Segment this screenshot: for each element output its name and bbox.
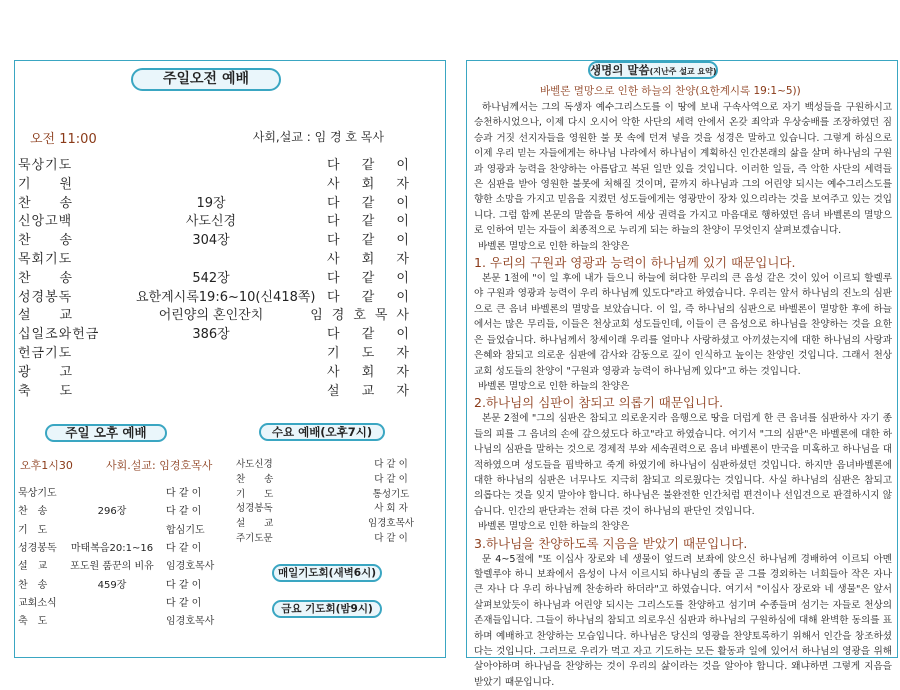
wednesday-service-title: 수요 예배(오후7시) bbox=[259, 423, 385, 441]
order-by: 설 교 자 bbox=[327, 383, 418, 399]
order-item: 찬 송 bbox=[18, 195, 74, 211]
order-row bbox=[18, 248, 418, 267]
order-row bbox=[236, 471, 426, 486]
order-item: 찬 송 bbox=[18, 233, 74, 249]
order-by: 다 같 이 bbox=[166, 597, 202, 609]
order-item: 찬 송 bbox=[18, 506, 48, 518]
sermon-intro: 하나님께서는 그의 독생자 예수그리스도를 이 땅에 보내 구속사역으로 자기 백성들을 구원하시고 승천하시었으나, 이제 다시 오시어 악한 사단의 세력 안에서 온갖 죄악과 우상숭배를 조장하였던 짐승과 거짓 선지자들을 영원한 불 못 속에 던져 넣을 것을 성경은 말하고 있습니다. 그렇게 하심으로 이제 우리 믿는 자들에게는 하나님 나라에서 하나님이 계획하신 인간본래의 삶을 살며 하나님의 구원과 영광과 능력을 찬양하는 아름답고 복된 일만 있을 것입니다. 이러한 일들, 즉 악한 사단의 세력들은 심판을 받아 영원한 불못에 처해질 것이며, 끝까지 하나님과 그의 어린양 되시는 예수그리스도를 향한 소망을 가지고 믿음을 지켰던 성도들에게는 영광만이 장차 있으리라는 것을 보여주고 있는 것입니다. 그럼 함께 본문의 말씀을 통하여 세상 권력을 가지고 마음대로 행하였던 음녀 바벨론의 멸망으로 인하여 믿는 자들이 최종적으로 누리게 되는 하늘의 찬양이 무엇인지 살펴보겠습니다. bbox=[474, 102, 892, 237]
morning-service-time: 오전 11:00 bbox=[30, 132, 97, 147]
order-by: 사 회 자 bbox=[327, 252, 418, 267]
sermon-point-3: 3.하나님을 찬양하도록 지음을 받았기 때문입니다. bbox=[474, 535, 748, 551]
morning-service-leader: 사회,설교 : 임 경 호 목사 bbox=[252, 130, 384, 144]
order-by: 다 같 이 bbox=[166, 506, 202, 518]
order-row bbox=[18, 557, 240, 575]
order-row bbox=[18, 304, 418, 323]
order-by: 다 같 이 bbox=[327, 289, 418, 305]
order-detail: 19장 bbox=[196, 195, 226, 211]
order-item: 설 교 bbox=[236, 518, 274, 530]
order-item: 목회기도 bbox=[18, 252, 73, 267]
order-by: 기 도 자 bbox=[327, 346, 418, 361]
order-detail: 459장 bbox=[97, 579, 127, 591]
sermon-point-1: 1. 우리의 구원과 영광과 능력이 하나님께 있기 때문입니다. bbox=[474, 255, 796, 271]
order-by: 통성기도 bbox=[372, 488, 410, 500]
order-by: 임경호목사 bbox=[166, 616, 215, 628]
order-item: 묵상기도 bbox=[18, 158, 73, 173]
order-row bbox=[236, 500, 426, 515]
sermon-lead-1: 바벨론 멸망으로 인한 하늘의 찬양은 bbox=[478, 240, 630, 252]
order-row bbox=[236, 515, 426, 530]
dawn-prayer-badge: 매일기도회(새벽6시) bbox=[272, 564, 382, 582]
order-detail: 마태복음20:1~16 bbox=[70, 542, 154, 554]
order-item: 축 도 bbox=[18, 383, 74, 399]
order-item: 설 교 bbox=[18, 308, 74, 324]
order-by: 다 같 이 bbox=[374, 533, 408, 544]
order-by: 사 회 자 bbox=[327, 176, 418, 192]
order-item: 사도신경 bbox=[236, 459, 273, 470]
order-by: 다 같 이 bbox=[327, 270, 418, 286]
order-item: 신앙고백 bbox=[18, 214, 73, 230]
order-item: 기 도 bbox=[236, 488, 274, 500]
sermon-body-3: 문 4~5절에 "또 이십사 장로와 네 생물이 엎드려 보좌에 앉으신 하나님께 경배하여 이르되 아멘 할렐루야 하니 보좌에서 음성이 나서 이르시되 하나님의 종들 곧 그를 경외하는 너희들아 작은 자나 큰 자나 다 우리 하나님께 찬송하라 하더라"고 하였습니다. 여기서 "이십사 장로와 네 생물"은 앞서 살펴보았듯이 하나님과 어린양 되시는 그리스도를 찬양하고 섬기며 수종들며 섬기는 자들로 천상의 존재들입니다. 그들이 하나님의 참되고 의로우신 심판과 하나님의 구원하심에 대해 완벽한 동의를 표하며 예배하고 찬양하는 모습입니다. 하나님은 당신의 영광을 찬양토록하기 위해서 인간을 창조하셨다는 것입니다. 그러므로 우리가 먹고 자고 기도하는 모든 활동과 일에 있어서 하나님의 영광을 위해 살아야하며 하나님을 찬양하는 것이 우리의 삶이라는 것을 알아야 합니다. 왜냐하면 그렇게 지음을 받았기 때문입니다. bbox=[474, 553, 892, 688]
order-by: 합심기도 bbox=[166, 524, 205, 536]
order-row bbox=[18, 267, 418, 286]
order-item: 주기도문 bbox=[236, 533, 273, 544]
order-detail: 사도신경 bbox=[185, 214, 237, 230]
order-item: 기 도 bbox=[18, 524, 48, 536]
afternoon-service-title: 주일 오후 예배 bbox=[45, 424, 167, 442]
sermon-point-2: 2.하나님의 심판이 참되고 의롭기 때문입니다. bbox=[474, 395, 724, 411]
order-item: 성경봉독 bbox=[18, 289, 73, 305]
order-item: 기 원 bbox=[18, 176, 74, 192]
order-item: 묵상기도 bbox=[18, 488, 57, 499]
order-by: 사 회 자 bbox=[327, 364, 418, 380]
sermon-text bbox=[474, 100, 892, 690]
order-item: 설 교 bbox=[18, 561, 48, 573]
order-by: 다 같 이 bbox=[374, 459, 408, 470]
order-item: 헌금기도 bbox=[18, 346, 73, 361]
order-item: 십일조와헌금 bbox=[18, 327, 100, 343]
order-item: 성경봉독 bbox=[18, 542, 57, 554]
order-row bbox=[18, 154, 418, 173]
order-by: 다 같 이 bbox=[166, 579, 202, 591]
order-row bbox=[18, 342, 418, 361]
order-by: 다 같 이 bbox=[327, 214, 418, 230]
order-row bbox=[18, 173, 418, 192]
order-row bbox=[18, 192, 418, 211]
order-item: 교회소식 bbox=[18, 597, 57, 609]
order-by: 다 같 이 bbox=[327, 327, 418, 343]
order-row bbox=[18, 323, 418, 342]
sermon-subtitle: 바벨론 멸망으로 인한 하늘의 찬양(요한계시록 19:1~5)) bbox=[540, 85, 801, 97]
sermon-body-2: 본문 2절에 "그의 심판은 참되고 의로운지라 음행으로 땅을 더럽게 한 큰 음녀를 심판하사 자기 종들의 피를 그 음녀의 손에 갚으셨도다 하고"라고 하였습니다. 여기서 "그의 심판"은 바벨론에 대한 하나님의 심판을 말하는 것으로 경제적 부와 세속권력으로 음녀 바벨론이 만국을 미혹하고 하나님을 대적하였으며 성도들을 핍박하고 죽게 하였기에 하나님이 심판하셨던 것입니다. 하지만 음녀바벨론에 대한 하나님의 심판은 너무나도 지극히 참되고 의로웠다는 것입니다. 사실 하나님의 심판은 참되고 의롭다는 것을 잊지 말아야 합니다. 하나님은 불완전한 인간처럼 편견이나 선입견으로 판결하시지 않습니다. 인간의 판단과는 전혀 다른 것이 하나님의 판단인 것입니다. bbox=[474, 413, 892, 517]
sermon-heading-sub: (지난주 설교 요약) bbox=[649, 67, 717, 76]
order-item: 광 고 bbox=[18, 364, 74, 380]
order-by: 임경호목사 bbox=[166, 561, 215, 573]
order-row bbox=[236, 530, 426, 545]
order-row bbox=[18, 380, 418, 399]
order-detail: 포도원 품꾼의 비유 bbox=[70, 561, 154, 573]
order-row bbox=[18, 576, 240, 594]
sermon-body-1: 본문 1절에 "이 일 후에 내가 들으니 하늘에 허다한 무리의 큰 음성 같은 것이 있어 이르되 할렐루야 구원과 영광과 능력이 우리 하나님께 있도다"라고 하였습니다. 우리는 앞서 하나님의 진노의 심판으로 큰 음녀 바벨론의 멸망을 보았습니다. 이 일, 즉 하나님의 심판으로 바벨론이 멸망한 후에 하늘에서는 많은 무리들, 이들은 천상교회 성도들인데, 이들이 큰 음성으로 하나님을 찬양하는 것을 요한은 들었습니다. 하나님께서 창세이래 우리를 얼마나 사랑하셨고 아끼셨는지에 대한 하나님의 사랑과 은혜와 참되고 의로운 심판에 감사와 감동으로 깊이 인식하고 높이는 찬양인 것입니다. 그래서 천상교회 성도들의 찬양이 "구원과 영광과 능력이 하나님께 있다"고 하는 것입니다. bbox=[474, 273, 892, 377]
order-by: 임경호목사 bbox=[310, 308, 418, 324]
order-row bbox=[18, 210, 418, 229]
order-by: 다 같 이 bbox=[327, 233, 418, 249]
order-row bbox=[18, 539, 240, 557]
order-row bbox=[18, 521, 240, 539]
order-row bbox=[18, 502, 240, 520]
sermon-lead-2: 바벨론 멸망으로 인한 하늘의 찬양은 bbox=[478, 380, 630, 392]
order-item: 찬 송 bbox=[18, 270, 74, 286]
order-detail: 386장 bbox=[192, 327, 230, 343]
order-row bbox=[236, 456, 426, 471]
order-row bbox=[18, 361, 418, 380]
order-detail: 542장 bbox=[192, 270, 230, 286]
afternoon-service-time: 오후1시30 bbox=[20, 459, 73, 472]
order-detail: 304장 bbox=[192, 233, 230, 249]
order-by: 다 같 이 bbox=[374, 473, 408, 485]
order-item: 성경봉독 bbox=[236, 503, 273, 515]
order-by: 임경호목사 bbox=[368, 518, 414, 530]
sermon-heading bbox=[588, 61, 718, 79]
order-row bbox=[18, 612, 240, 630]
order-item: 찬 송 bbox=[18, 579, 48, 591]
morning-service-title: 주일오전 예배 bbox=[131, 68, 281, 91]
order-detail: 어린양의 혼인잔치 bbox=[158, 308, 264, 324]
sermon-heading-main: 생명의 말씀 bbox=[590, 63, 650, 77]
order-by: 다 같 이 bbox=[327, 158, 418, 173]
sermon-lead-3: 바벨론 멸망으로 인한 하늘의 찬양은 bbox=[478, 521, 630, 533]
order-item: 찬 송 bbox=[236, 473, 274, 485]
order-by: 다 같 이 bbox=[166, 488, 202, 499]
order-detail: 요한계시록19:6~10(신418쪽) bbox=[136, 289, 316, 305]
order-row bbox=[18, 286, 418, 305]
order-row bbox=[236, 486, 426, 501]
order-by: 사 회 자 bbox=[374, 503, 408, 515]
order-item: 축 도 bbox=[18, 616, 48, 628]
afternoon-service-leader: 사회.설교: 임경호목사 bbox=[106, 459, 213, 472]
order-row bbox=[18, 594, 240, 612]
order-detail: 296장 bbox=[97, 506, 127, 518]
friday-prayer-badge: 금요 기도회(밤9시) bbox=[272, 600, 382, 618]
order-by: 다 같 이 bbox=[327, 195, 418, 211]
order-row bbox=[18, 229, 418, 248]
order-by: 다 같 이 bbox=[166, 542, 202, 554]
order-row bbox=[18, 484, 240, 502]
